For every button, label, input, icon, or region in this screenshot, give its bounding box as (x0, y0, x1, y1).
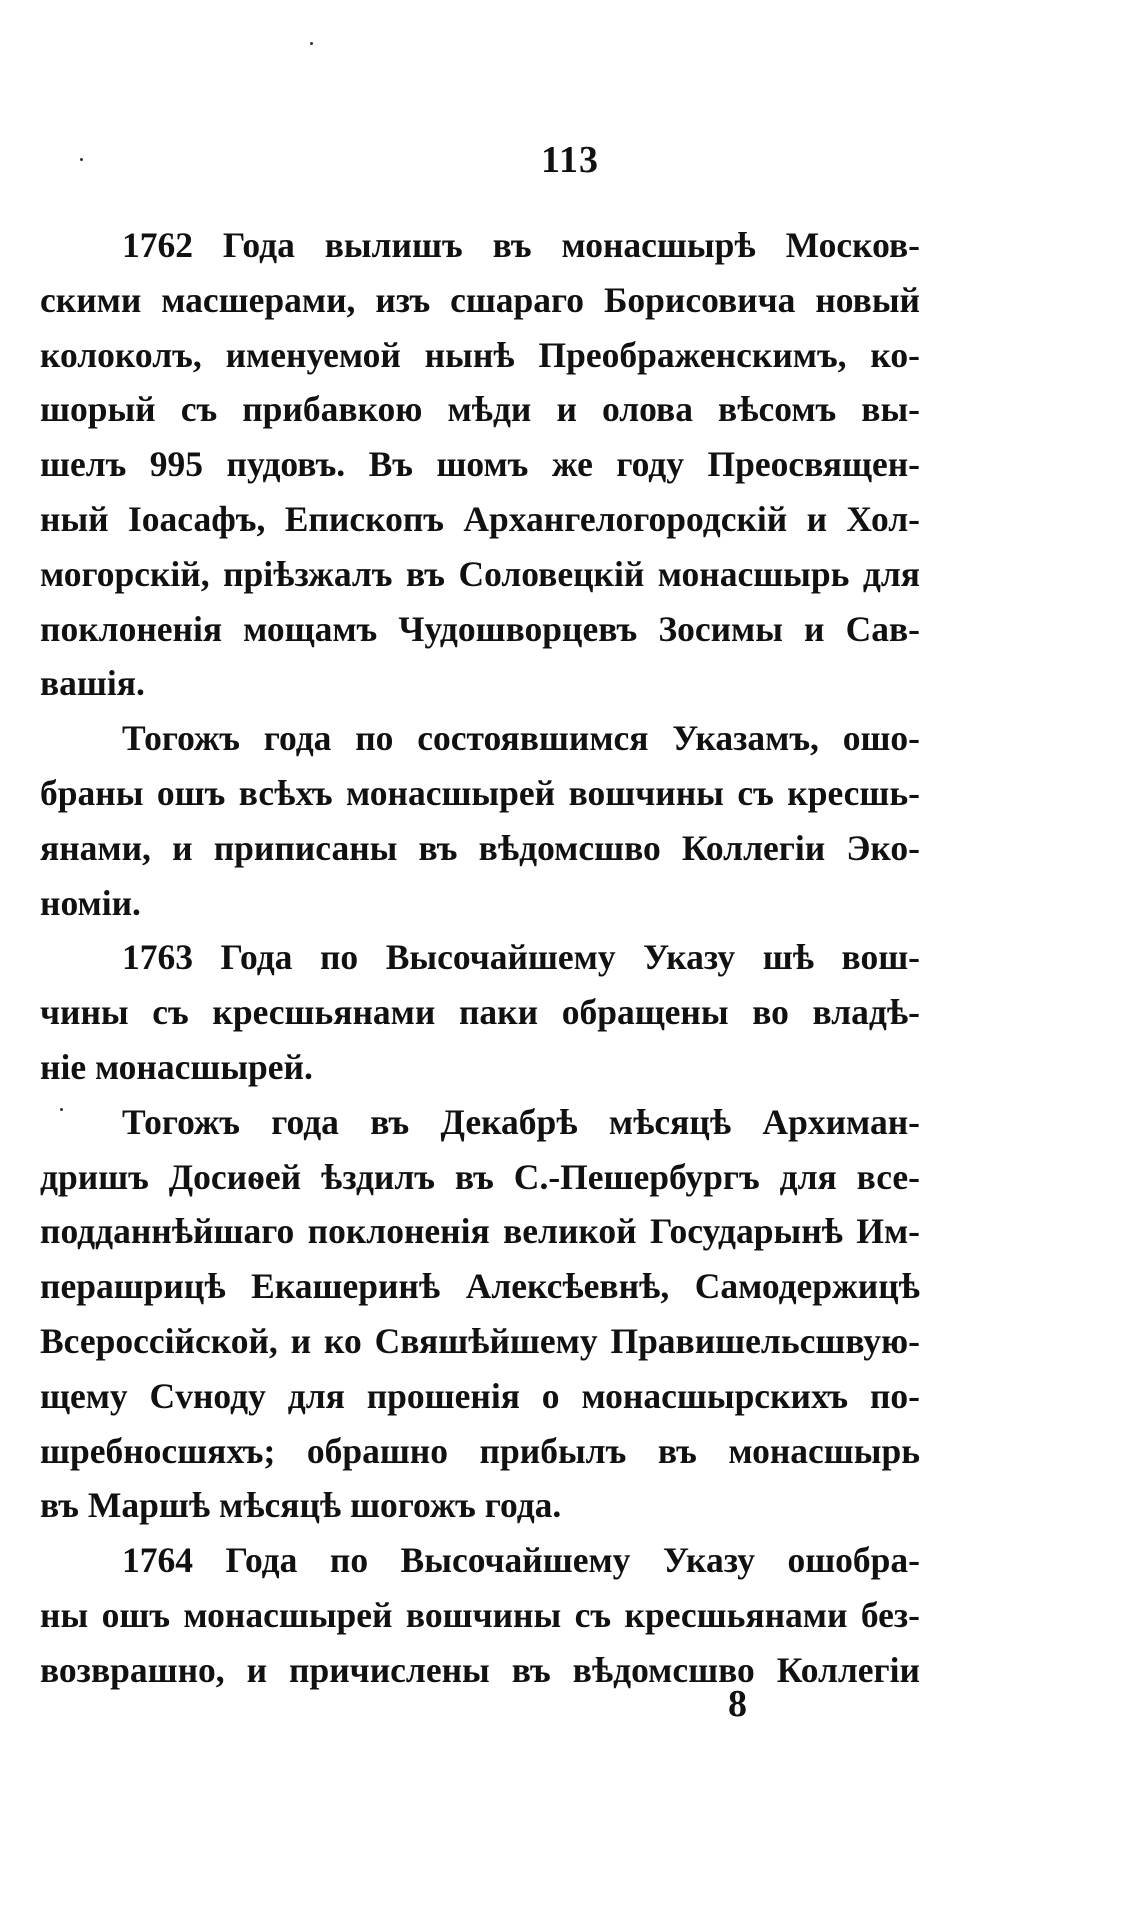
text-line: могорскій, пріѣзжалъ въ Соловецкій монасшырь для (40, 553, 920, 594)
text-line: дришъ Досиѳей ѣздилъ въ С.-Пешербургъ для все- (40, 1156, 920, 1197)
paragraph-1762-bell (40, 218, 920, 711)
text-line: Всероссійской, и ко Свяшѣйшему Правишельсшвую- (40, 1320, 920, 1361)
text-line: шорый съ прибавкою мѣди и олова вѣсомъ вы- (40, 389, 920, 430)
paper-speck (310, 42, 313, 45)
page-number: 113 (541, 139, 599, 181)
body-text (40, 218, 920, 1698)
signature-mark: 8 (728, 1683, 747, 1725)
paragraph-1763-returned (40, 930, 920, 1094)
paragraph-estates-taken (40, 711, 920, 930)
paragraph-1764-estates (40, 1533, 920, 1697)
paragraph-archimandrite-journey (40, 1095, 920, 1533)
text-line: щему Сvноду для прошенія о монасшырскихъ по- (40, 1375, 920, 1416)
text-line: 1764 Года по Высочайшему Указу ошобра- (122, 1540, 920, 1581)
text-line: Тогожъ года въ Декабрѣ мѣсяцѣ Архиман- (122, 1101, 920, 1142)
text-line: колоколъ, именуемой нынѣ Преображенскимъ, ко- (40, 334, 920, 375)
text-line: поклоненія мощамъ Чудошворцевъ Зосимы и Сав- (40, 608, 920, 649)
text-line: ніе монасшырей. (40, 1046, 313, 1087)
text-line: скими масшерами, изъ сшараго Борисовича новый (40, 279, 920, 320)
text-line: номіи. (40, 882, 141, 923)
text-line: въ Маршѣ мѣсяцѣ шогожъ года. (40, 1485, 562, 1526)
text-line: янами, и приписаны въ вѣдомсшво Коллегіи Эко- (40, 827, 920, 868)
text-line: подданнѣйшаго поклоненія великой Государынѣ Им- (40, 1211, 920, 1252)
text-line: ный Іоасафъ, Епископъ Архангелогородскій и Хол- (40, 498, 920, 539)
text-line: вашія. (40, 663, 145, 704)
text-line: 1762 Года вылишъ въ монасшырѣ Москов- (122, 225, 920, 265)
text-line: ны ошъ монасшырей вошчины съ кресшьянами без- (40, 1594, 920, 1635)
text-line: браны ошъ всѣхъ монасшырей вошчины съ кресшь- (40, 772, 920, 813)
text-line: перашрицѣ Екашеринѣ Алексѣевнѣ, Самодержицѣ (40, 1266, 920, 1307)
text-line: возврашно, и причислены въ вѣдомсшво Коллегіи (40, 1649, 920, 1690)
text-line: Тогожъ года по состоявшимся Указамъ, ошо- (122, 718, 920, 759)
text-line: 1763 Года по Высочайшему Указу шѣ вош- (122, 937, 920, 978)
text-line: шелъ 995 пудовъ. Въ шомъ же году Преосвящен- (40, 444, 920, 485)
text-line: шребносшяхъ; обрашно прибылъ въ монасшырь (40, 1430, 920, 1471)
text-line: чины съ кресшьянами паки обращены во владѣ- (40, 992, 920, 1033)
